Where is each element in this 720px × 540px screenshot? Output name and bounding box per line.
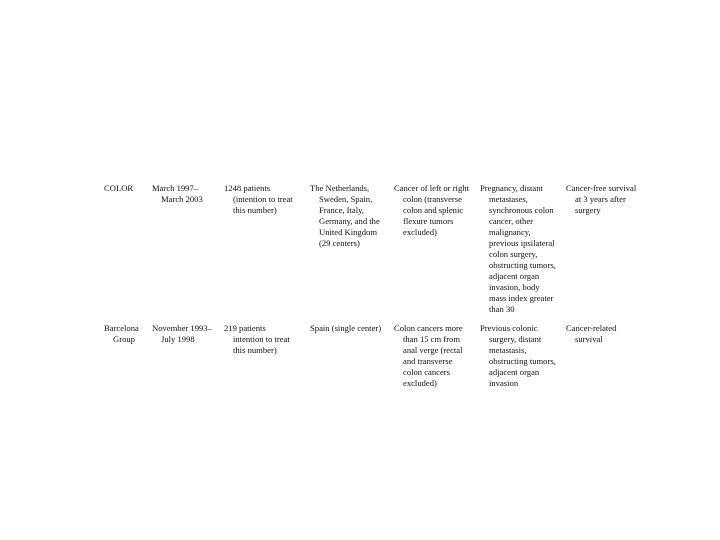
study-period-cell (152, 323, 224, 389)
inclusion-cell (394, 323, 480, 389)
exclusion-cell (480, 323, 566, 389)
exclusion-cell (480, 183, 566, 315)
study-name-cell (104, 323, 152, 389)
study-name: Barcelona Group (104, 323, 139, 344)
row-spacer (104, 315, 662, 323)
study-period: March 1997– March 2003 (152, 183, 203, 204)
location: Spain (single center) (310, 323, 382, 333)
location-cell (310, 323, 394, 389)
endpoint-cell (566, 323, 662, 389)
location-cell (310, 183, 394, 315)
patients-cell (224, 183, 310, 315)
study-name-cell (104, 183, 152, 315)
primary-endpoint: Cancer-related survival (566, 323, 617, 344)
inclusion-criteria: Cancer of left or right colon (transverse colon and splenic flexure tumors excluded) (394, 183, 469, 237)
study-name: COLOR (104, 183, 134, 193)
primary-endpoint: Cancer-free survival at 3 years after surgery (566, 183, 637, 215)
trial-comparison-table (104, 183, 662, 389)
endpoint-cell (566, 183, 662, 315)
exclusion-criteria: Previous colonic surgery, distant metastasis, obstructing tumors, adjacent organ invasion (480, 323, 556, 388)
inclusion-criteria: Colon cancers more than 15 cm from anal verge (rectal and transverse colon cancers excluded) (394, 323, 463, 388)
study-period: November 1993– July 1998 (152, 323, 212, 344)
patients: 1248 patients (intention to treat this number) (224, 183, 293, 215)
inclusion-cell (394, 183, 480, 315)
study-period-cell (152, 183, 224, 315)
location: The Netherlands, Sweden, Spain, France, Italy, Germany, and the United Kingdom (29 centers) (310, 183, 380, 248)
table-row (104, 183, 662, 315)
exclusion-criteria: Pregnancy, distant metastases, synchronous colon cancer, other malignancy, previous ipsilateral colon surgery, obstructing tumors, adjacent organ invasion, body mass index greater than 30 (480, 183, 556, 314)
patients-cell (224, 323, 310, 389)
patients: 219 patients intention to treat this number) (224, 323, 290, 355)
table-row (104, 323, 662, 389)
row-spacer-cell (104, 315, 662, 323)
